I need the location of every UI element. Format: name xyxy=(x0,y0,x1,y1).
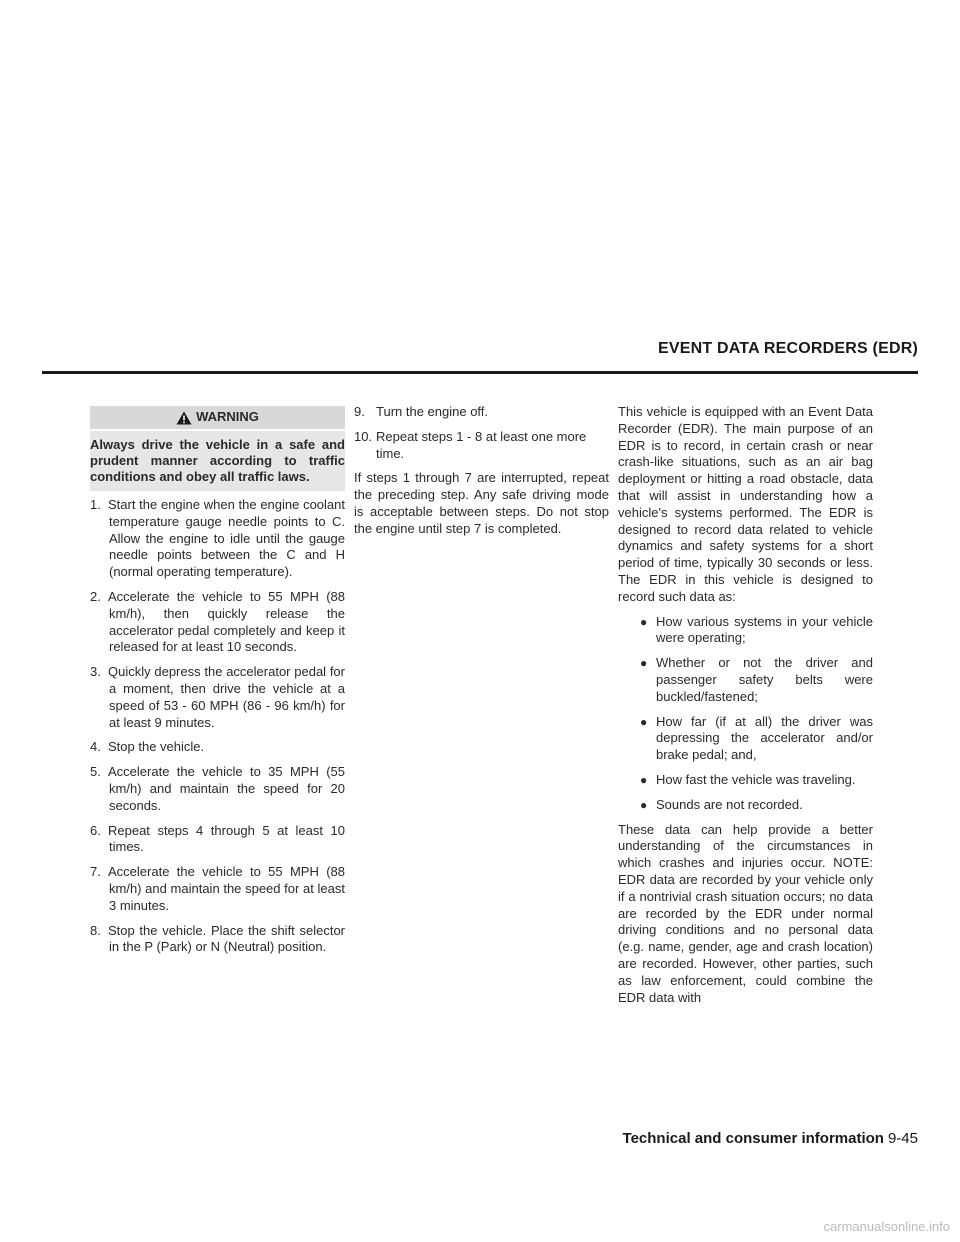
list-item: ● How various systems in your vehicle were operating; xyxy=(640,613,873,646)
column-right xyxy=(618,404,873,1014)
watermark: carmanualsonline.info xyxy=(823,1219,950,1234)
list-item: ● Whether or not the driver and passenger safety belts were buckled/fastened; xyxy=(640,655,873,704)
list-item: 1. Start the engine when the engine coolant temperature gauge needle points to C. Allow the engine to idle until the gauge needle points between the C and H (normal operating temperature). xyxy=(90,497,345,580)
list-item: ● How far (if at all) the driver was depressing the accelerator and/or brake pedal; and, xyxy=(640,713,873,763)
list-item: 10. Repeat steps 1 - 8 at least one more time. xyxy=(354,428,587,461)
list-item: 7. Accelerate the vehicle to 55 MPH (88 km/h) and maintain the speed for at least 3 minutes. xyxy=(90,864,345,913)
edr-bullet-list xyxy=(618,614,873,814)
page-footer xyxy=(623,1130,918,1147)
section-rule xyxy=(42,371,918,374)
warning-label: WARNING xyxy=(196,409,259,425)
bullet-icon: ● xyxy=(640,614,648,629)
column-left xyxy=(90,406,345,964)
steps-list-2 xyxy=(354,404,609,462)
list-item: 9. Turn the engine off. xyxy=(354,404,489,419)
column-middle xyxy=(354,404,609,546)
edr-intro: This vehicle is equipped with an Event Data Recorder (EDR). The main purpose of an EDR is to record, in certain crash or near crash-like situations, such as an air bag deployment or hitting a road obstacle, data that will assist in understanding how a vehicle's systems performed. The EDR is designed to record data related to vehicle dynamics and safety systems for a short period of time, typically 30 seconds or less. The EDR in this vehicle is designed to record such data as: xyxy=(618,404,873,604)
footer-label: Technical and consumer information xyxy=(622,1130,884,1147)
steps-list-1 xyxy=(90,497,345,956)
list-item: 5. Accelerate the vehicle to 35 MPH (55 km/h) and maintain the speed for 20 seconds. xyxy=(90,764,345,813)
interruption-note: If steps 1 through 7 are interrupted, repeat the preceding step. Any safe driving mode is acceptable between steps. Do not stop the engine until step 7 is completed. xyxy=(354,470,609,536)
warning-text: Always drive the vehicle in a safe and prudent manner according to traffic conditions and obey all traffic laws. xyxy=(90,431,345,491)
bullet-icon: ● xyxy=(640,656,648,671)
warning-triangle-icon xyxy=(176,411,192,425)
bullet-icon: ● xyxy=(640,772,648,787)
warning-header xyxy=(90,406,345,429)
list-item: 8. Stop the vehicle. Place the shift selector in the P (Park) or N (Neutral) position. xyxy=(90,922,345,955)
list-item: 3. Quickly depress the accelerator pedal for a moment, then drive the vehicle at a speed of 53 - 60 MPH (86 - 96 km/h) for at least 9 minutes. xyxy=(90,664,345,730)
list-item: 6. Repeat steps 4 through 5 at least 10 times. xyxy=(90,822,345,855)
list-item: ● How fast the vehicle was traveling. xyxy=(640,771,856,787)
list-item: 2. Accelerate the vehicle to 55 MPH (88 km/h), then quickly release the accelerator pedal completely and keep it released for at least 10 seconds. xyxy=(90,588,345,655)
bullet-icon: ● xyxy=(640,714,648,729)
edr-paragraph: These data can help provide a better understanding of the circumstances in which crashes and injuries occur. NOTE: EDR data are recorded by your vehicle only if a nontrivial crash situation occurs; no data are recorded by the EDR under normal driving conditions and no personal data (e.g. name, gender, age and crash location) are recorded. However, other parties, such as law enforcement, could combine the EDR data with xyxy=(618,821,873,1005)
list-item: 4. Stop the vehicle. xyxy=(90,739,205,755)
page-number: 9-45 xyxy=(887,1130,918,1147)
bullet-icon: ● xyxy=(640,797,648,812)
list-item: ● Sounds are not recorded. xyxy=(640,796,803,812)
section-title: EVENT DATA RECORDERS (EDR) xyxy=(657,340,918,357)
